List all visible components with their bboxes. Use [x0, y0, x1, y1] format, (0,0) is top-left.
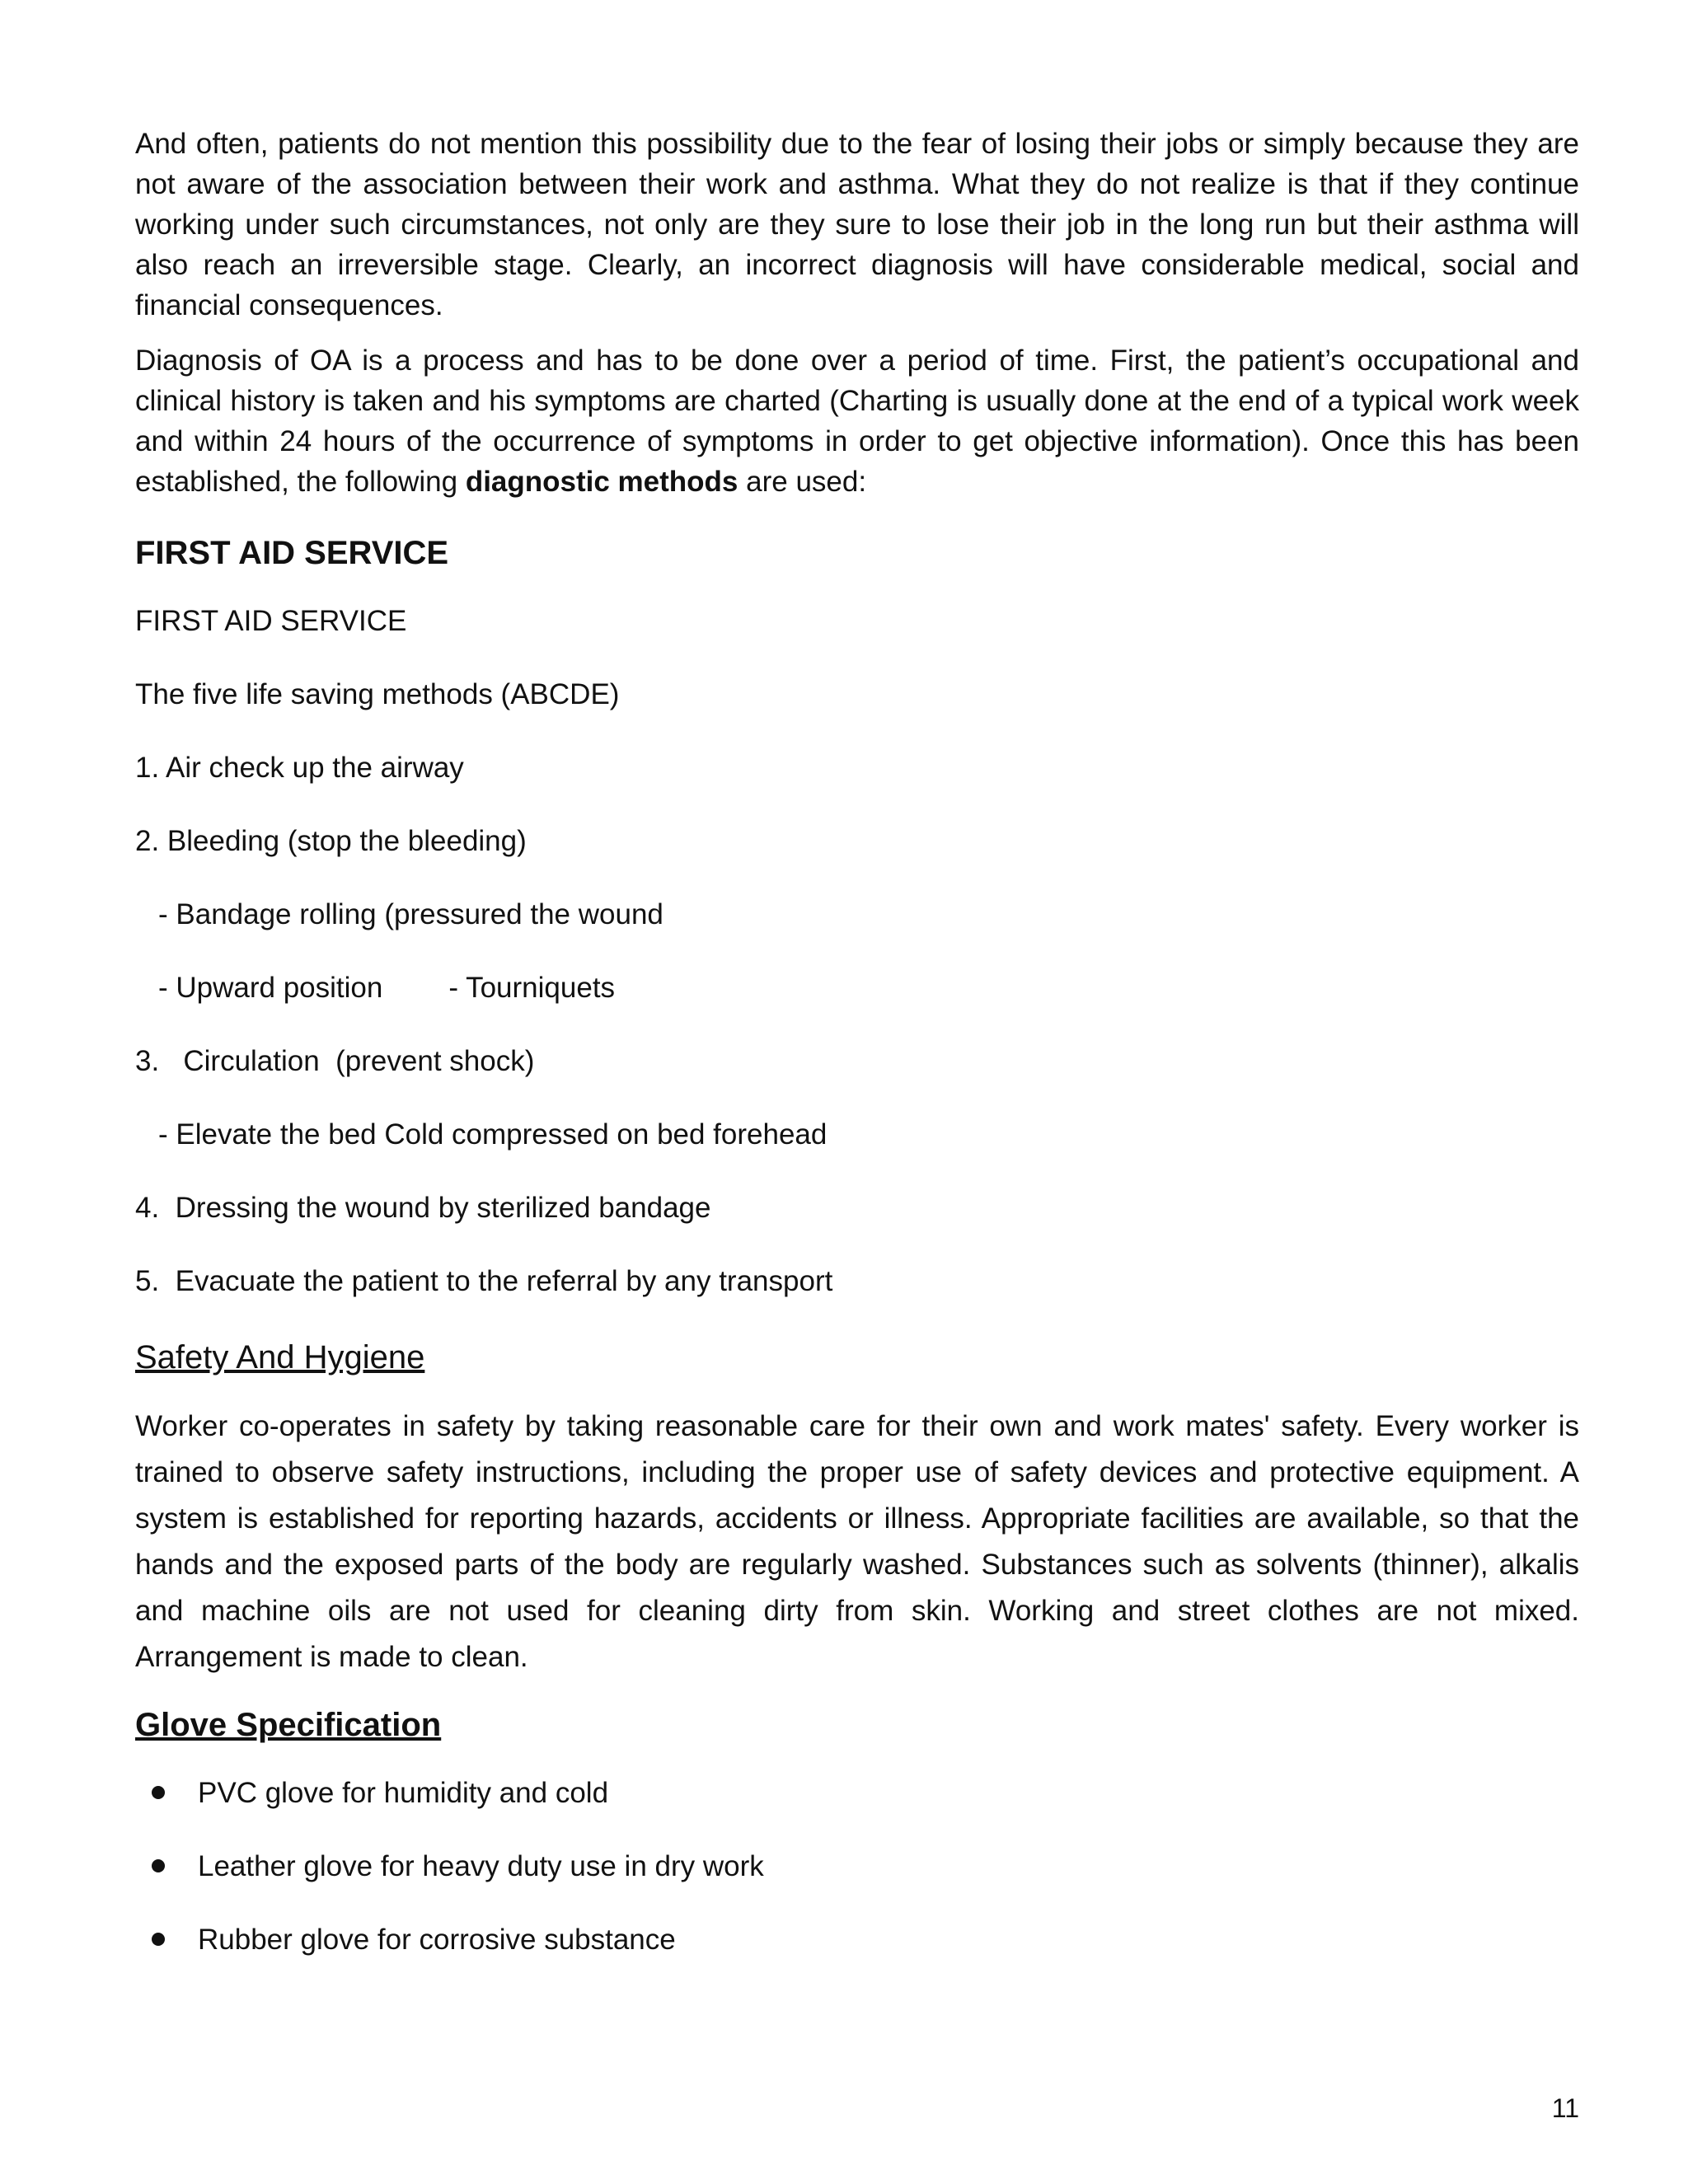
list-item	[135, 1773, 1579, 1813]
glove-list	[135, 1773, 1579, 1960]
first-aid-item-1: 1. Air check up the airway	[135, 752, 464, 784]
first-aid-item-3a: - Elevate the bed Cold compressed on bed forehead	[158, 1118, 828, 1151]
document-page	[135, 124, 1579, 1993]
safety-hygiene-paragraph: Worker co-operates in safety by taking reasonable care for their own and work mates' safety. Every worker is trained to observe safety instructions, including the proper use of safety devices and protective equipment. A system is established for reporting hazards, accidents or illness. Appropriate facilities are available, so that the hands and the exposed parts of the body are regularly washed. Substances such as solvents (thinner), alkalis and machine oils are not used for cleaning dirty from skin. Working and street clothes are not mixed. Arrangement is made to clean.	[135, 1410, 1579, 1673]
life-saving-intro: The five life saving methods (ABCDE)	[135, 678, 620, 710]
diagnostic-methods-bold: diagnostic methods	[465, 466, 738, 498]
first-aid-item-2b: - Upward position	[158, 972, 383, 1004]
first-aid-item-5: 5. Evacuate the patient to the referral by any transport	[135, 1265, 833, 1297]
bullet-icon	[152, 1786, 165, 1799]
first-aid-heading: FIRST AID SERVICE	[135, 535, 449, 571]
diagnosis-text-start: Diagnosis of OA is a process and has to be done over a period of time. First, the patient’s occupational and clinical history is taken and his symptoms are charted (Charting is usually done at the end of a typical work week and within 24 hours of the occurrence of symptoms in order to get objective information). Once this has been established, the following	[135, 344, 1579, 498]
first-aid-item-4: 4. Dressing the wound by sterilized bandage	[135, 1192, 711, 1224]
first-aid-item-3: 3. Circulation (prevent shock)	[135, 1045, 535, 1077]
first-aid-item-2bc	[135, 968, 1579, 1008]
page-number: 11	[1551, 2093, 1579, 2123]
diagnosis-text-end: are used:	[738, 466, 867, 498]
bullet-icon	[152, 1859, 165, 1872]
glove-item-text: PVC glove for humidity and cold	[198, 1777, 609, 1809]
glove-item-text: Rubber glove for corrosive substance	[198, 1924, 676, 1956]
paragraph-asthma-consequences: And often, patients do not mention this possibility due to the fear of losing their jobs or simply because they are not aware of the association between their work and asthma. What they do not realize is that if they continue working under such circumstances, not only are they sure to lose their job in the long run but their asthma will also reach an irreversible stage. Clearly, an incorrect diagnosis will have considerable medical, social and financial consequences.	[135, 128, 1579, 321]
glove-specification-heading: Glove Specification	[135, 1707, 442, 1743]
safety-hygiene-heading: Safety And Hygiene	[135, 1339, 425, 1376]
first-aid-subheading: FIRST AID SERVICE	[135, 605, 407, 637]
first-aid-item-2a: - Bandage rolling (pressured the wound	[158, 898, 663, 930]
list-item	[135, 1846, 1579, 1886]
list-item	[135, 1919, 1579, 1960]
first-aid-item-2c: - Tourniquets	[448, 972, 616, 1004]
paragraph-diagnosis	[135, 340, 1579, 502]
first-aid-item-2: 2. Bleeding (stop the bleeding)	[135, 825, 527, 857]
bullet-icon	[152, 1933, 165, 1946]
glove-item-text: Leather glove for heavy duty use in dry work	[198, 1850, 764, 1882]
